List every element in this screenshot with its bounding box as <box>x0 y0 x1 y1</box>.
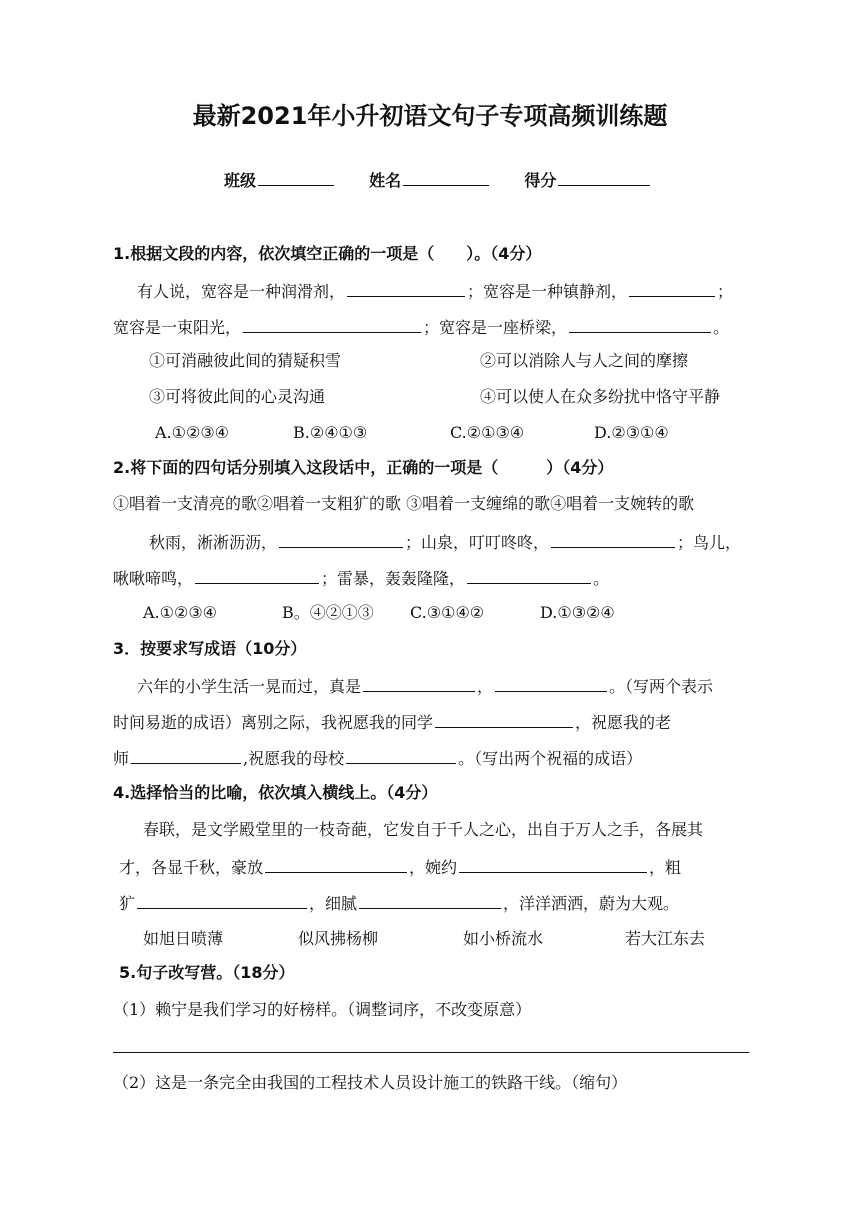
q2-text: 。 <box>593 569 610 588</box>
q3-text: 六年的小学生活一晃而过，真是 <box>137 677 362 696</box>
q3-text: 时间易逝的成语）离别之际，我祝愿我的同学 <box>113 713 434 732</box>
q2-text: ；山泉，叮叮咚咚， <box>405 533 550 552</box>
q2-blank-1[interactable] <box>279 531 403 548</box>
q1-passage-line2 <box>113 316 729 338</box>
q1-blank-3[interactable] <box>243 316 421 333</box>
score-label: 得分 <box>524 171 557 190</box>
q2-choice-d[interactable]: D.①③②④ <box>540 603 615 622</box>
q1-option-3: ③可将彼此间的心灵沟通 <box>149 387 326 406</box>
q4-text: ，细腻 <box>309 894 358 913</box>
q3-passage-line1 <box>137 675 713 697</box>
q2-heading: 2.将下面的四句话分别填入这段话中，正确的一项是（ ）（4分） <box>113 458 614 477</box>
q3-text: 师 <box>113 749 130 768</box>
q5-heading: 5.句子改写营。（18分） <box>119 963 295 982</box>
q4-option-4: 若大江东去 <box>625 929 706 948</box>
q1-choice-b[interactable]: B.②④①③ <box>293 423 368 442</box>
q5-sub2: （2）这是一条完全由我国的工程技术人员设计施工的铁路干线。（缩句） <box>113 1073 628 1092</box>
q2-choice-c[interactable]: C.③①④② <box>410 603 485 622</box>
page-title: 最新2021年小升初语文句子专项高频训练题 <box>192 102 668 130</box>
q4-heading: 4.选择恰当的比喻，依次填入横线上。（4分） <box>113 783 438 802</box>
q3-passage-line3 <box>113 747 642 769</box>
q3-blank-3[interactable] <box>435 711 573 728</box>
q4-option-3: 如小桥流水 <box>463 929 544 948</box>
q3-text: ，祝愿我的老 <box>575 713 672 732</box>
q3-blank-1[interactable] <box>363 675 475 692</box>
q5-sub1: （1）赖宁是我们学习的好榜样。（调整词序，不改变原意） <box>113 1000 532 1019</box>
q3-text: ， <box>477 677 494 696</box>
class-field[interactable] <box>258 169 334 186</box>
q1-text: ；宽容是一座桥梁， <box>423 318 568 337</box>
q1-choice-a[interactable]: A.①②③④ <box>155 423 230 442</box>
q1-text: ； <box>717 282 734 301</box>
q1-option-2: ②可以消除人与人之间的摩擦 <box>480 351 689 370</box>
q2-text: 秋雨，淅淅沥沥， <box>149 533 278 552</box>
q1-heading: 1.根据文段的内容，依次填空正确的一项是（ ）。（4分） <box>113 244 542 263</box>
score-field[interactable] <box>558 169 650 186</box>
q2-passage-line2 <box>113 567 609 589</box>
q2-text: ；雷暴，轰轰隆隆， <box>321 569 466 588</box>
q4-option-1: 如旭日喷薄 <box>143 929 224 948</box>
q4-text: ，婉约 <box>409 858 458 877</box>
answer-line[interactable] <box>113 1052 749 1053</box>
q2-blank-2[interactable] <box>551 531 675 548</box>
q3-text: 。（写两个表示 <box>609 677 714 696</box>
q4-text: 才，各显千秋，豪放 <box>119 858 264 877</box>
q1-text: 。 <box>713 318 730 337</box>
q4-blank-4[interactable] <box>359 892 501 909</box>
q3-blank-5[interactable] <box>346 747 456 764</box>
q1-text: 有人说，宽容是一种润滑剂， <box>137 282 346 301</box>
q3-blank-2[interactable] <box>495 675 607 692</box>
q3-blank-4[interactable] <box>131 747 241 764</box>
q3-text: ,祝愿我的母校 <box>243 749 345 768</box>
q3-passage-line2 <box>113 711 671 733</box>
name-label: 姓名 <box>369 171 402 190</box>
q4-option-2: 似风拂杨柳 <box>298 929 379 948</box>
q1-option-4: ④可以使人在众多纷扰中恪守平静 <box>480 387 721 406</box>
q4-blank-1[interactable] <box>265 856 407 873</box>
student-info-row <box>224 169 652 191</box>
q4-text: 犷 <box>119 894 136 913</box>
q2-choice-b[interactable]: B。④②①③ <box>282 603 374 622</box>
q1-choice-d[interactable]: D.②③①④ <box>594 423 669 442</box>
q4-blank-3[interactable] <box>137 892 307 909</box>
q1-passage-line1 <box>137 280 733 302</box>
class-label: 班级 <box>224 171 257 190</box>
q2-passage-line1 <box>149 531 741 553</box>
q4-text: ，洋洋洒洒，蔚为大观。 <box>503 894 680 913</box>
q1-text: 宽容是一束阳光， <box>113 318 242 337</box>
q2-text: 啾啾啼鸣， <box>113 569 194 588</box>
q1-blank-1[interactable] <box>347 280 465 297</box>
q3-heading: 3．按要求写成语（10分） <box>113 639 307 658</box>
q2-choice-a[interactable]: A.①②③④ <box>143 603 218 622</box>
q4-text: ，粗 <box>649 858 682 877</box>
q1-text: ；宽容是一种镇静剂， <box>467 282 628 301</box>
q1-blank-2[interactable] <box>629 280 715 297</box>
q2-text: ；鸟儿， <box>677 533 742 552</box>
name-field[interactable] <box>403 169 489 186</box>
q2-sentences: ①唱着一支清亮的歌②唱着一支粗犷的歌 ③唱着一支缠绵的歌④唱着一支婉转的歌 <box>113 494 695 513</box>
q4-passage-line3 <box>119 892 679 914</box>
q2-blank-3[interactable] <box>195 567 319 584</box>
q2-blank-4[interactable] <box>467 567 591 584</box>
q4-blank-2[interactable] <box>459 856 647 873</box>
q4-passage-line1: 春联，是文学殿堂里的一枝奇葩，它发自于千人之心，出自于万人之手，各展其 <box>143 820 704 839</box>
q4-passage-line2 <box>119 856 681 878</box>
q1-option-1: ①可消融彼此间的猜疑积雪 <box>149 351 342 370</box>
q1-choice-c[interactable]: C.②①③④ <box>450 423 525 442</box>
q1-blank-4[interactable] <box>569 316 711 333</box>
q3-text: 。（写出两个祝福的成语） <box>458 749 643 768</box>
